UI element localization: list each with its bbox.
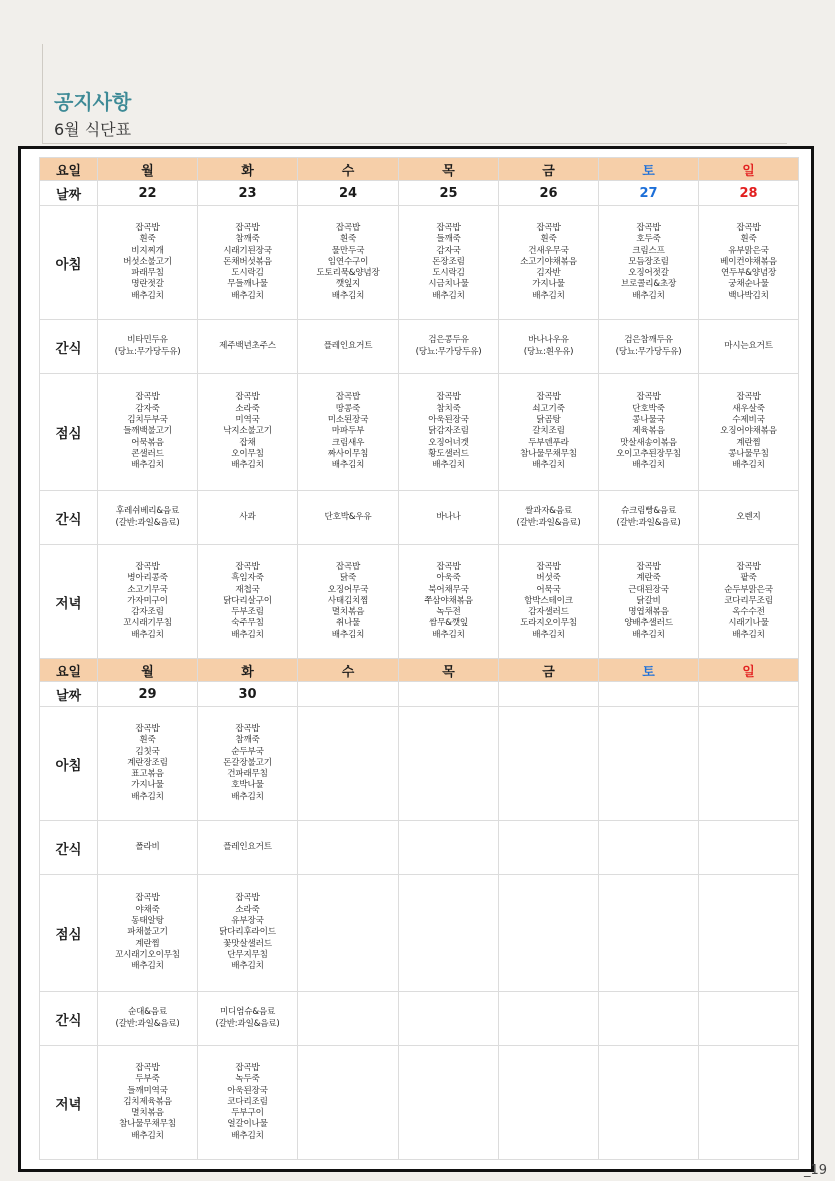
breakfast-day-2: [298, 206, 399, 320]
snack2-day-2: [298, 992, 399, 1046]
dinner-day-1: [198, 545, 298, 659]
snack1-menu-cell: 제주백년초주스: [219, 340, 276, 351]
breakfast-day-4: [499, 206, 599, 320]
weekday-5: 토: [599, 659, 699, 682]
date-cell: [699, 682, 799, 707]
dinner-menu-cell: 잡곡밥 버섯죽 어묵국 함박스테이크 감자샐러드 도라지오이무침 배추김치: [520, 561, 577, 640]
lunch-menu-cell: 잡곡밥 야채죽 동태알탕 파채불고기 계란찜 꼬시래기오이무침 배추김치: [115, 893, 180, 972]
snack1-day-3: [399, 821, 499, 875]
snack1-day-0: [98, 320, 198, 374]
lunch-menu-cell: 잡곡밥 소라죽 미역국 낙지소불고기 잡채 오이무침 배추김치: [223, 392, 272, 471]
snack1-menu-cell: 플레인요거트: [323, 340, 373, 351]
lunch-day-3: [399, 374, 499, 491]
snack2-day-0: [98, 992, 198, 1046]
breakfast-menu-cell: 잡곡밥 흰죽 건새우무국 소고기야채볶음 김자반 가지나물 배추김치: [520, 222, 577, 301]
snack1-menu-cell: 바나나우유 (당뇨:흰우유): [523, 335, 574, 357]
dinner-menu-cell: 잡곡밥 두부죽 들깨미역국 김치제육볶음 멸치볶음 참나물무채무침 배추김치: [119, 1062, 176, 1141]
breakfast-day-5: [599, 707, 699, 821]
breakfast-menu-cell: 잡곡밥 흰죽 유부맑은국 베이컨야채볶음 연두부&양념장 궁채순나물 백나박김치: [720, 222, 777, 301]
snack1-day-5: [599, 320, 699, 374]
date-cell: 23: [198, 181, 298, 206]
date-label: 날짜: [40, 682, 98, 707]
lunch-day-5: [599, 875, 699, 992]
date-cell: 22: [98, 181, 198, 206]
snack2-menu-cell: 사과: [239, 511, 256, 522]
dinner-menu-cell: 잡곡밥 흑임자죽 재첩국 닭다리살구이 두부조림 숙주무침 배추김치: [223, 561, 272, 640]
weekday-3: 목: [399, 659, 499, 682]
snack2-menu-cell: 바나나: [436, 511, 461, 522]
snack1-day-1: [198, 320, 298, 374]
lunch-menu-cell: 잡곡밥 쇠고기죽 닭곰탕 갈치조림 두부덴푸라 참나물무채무침 배추김치: [520, 392, 577, 471]
dinner-day-6: [699, 1046, 799, 1160]
lunch-day-4: [499, 374, 599, 491]
date-row: [40, 181, 799, 206]
dinner-day-1: [198, 1046, 298, 1160]
dinner-menu-cell: 잡곡밥 닭죽 오징어무국 사태김치찜 멸치볶음 취나물 배추김치: [327, 561, 369, 640]
snack1-menu-cell: 플레인요거트: [223, 841, 272, 852]
snack1-row: [40, 320, 799, 374]
page-title: 공지사항: [54, 90, 132, 114]
weekday-3: 목: [399, 158, 499, 181]
dinner-day-5: [599, 1046, 699, 1160]
dinner-menu-cell: 잡곡밥 병아리콩죽 소고기무국 가자미구이 감자조림 꼬시래기무침 배추김치: [123, 561, 172, 640]
breakfast-row: [40, 206, 799, 320]
date-row: [40, 682, 799, 707]
weekday-label: 요일: [40, 659, 98, 682]
weekday-5: 토: [599, 158, 699, 181]
weekday-6: 일: [699, 659, 799, 682]
dinner-row: [40, 1046, 799, 1160]
dinner-day-3: [399, 1046, 499, 1160]
dinner-day-6: [699, 545, 799, 659]
breakfast-day-6: [699, 707, 799, 821]
lunch-day-6: [699, 374, 799, 491]
snack1-menu-cell: 폴라비: [135, 841, 160, 852]
snack2-menu-cell: 미디엄슈&음료 (갈반:과일&음료): [215, 1007, 280, 1029]
header-vertical-rule: [42, 44, 43, 144]
snack1-day-4: [499, 821, 599, 875]
lunch-day-1: [198, 374, 298, 491]
date-cell: [298, 682, 399, 707]
dinner-day-4: [499, 545, 599, 659]
date-cell: [599, 682, 699, 707]
dinner-day-2: [298, 545, 399, 659]
weekday-1: 화: [198, 659, 298, 682]
dinner-label: 저녁: [40, 545, 98, 659]
snack1-day-3: [399, 320, 499, 374]
weekday-0: 월: [98, 659, 198, 682]
breakfast-day-3: [399, 206, 499, 320]
dinner-label: 저녁: [40, 1046, 98, 1160]
snack1-day-1: [198, 821, 298, 875]
dinner-menu-cell: 잡곡밥 아욱죽 북어채무국 쭈삼야채볶음 녹두전 쌈무&깻잎 배추김치: [424, 561, 473, 640]
weekday-4: 금: [499, 659, 599, 682]
date-cell: 29: [98, 682, 198, 707]
breakfast-day-4: [499, 707, 599, 821]
breakfast-menu-cell: 잡곡밥 참깨죽 순두부국 돈갈장불고기 건파래무침 호박나물 배추김치: [223, 723, 272, 802]
dinner-menu-cell: 잡곡밥 계란죽 근대된장국 닭갈비 명엽채볶음 양배추샐러드 배추김치: [624, 561, 673, 640]
snack1-day-0: [98, 821, 198, 875]
date-cell: 25: [399, 181, 499, 206]
snack2-day-5: [599, 992, 699, 1046]
lunch-menu-cell: 잡곡밥 감자죽 김치두부국 들깨백불고기 어묵볶음 콘샐러드 배추김치: [123, 392, 172, 471]
snack2-menu-cell: 순대&음료 (갈반:과일&음료): [115, 1007, 180, 1029]
snack2-day-6: [699, 992, 799, 1046]
snack1-day-2: [298, 821, 399, 875]
dinner-day-0: [98, 1046, 198, 1160]
date-cell: 28: [699, 181, 799, 206]
snack2-day-4: [499, 491, 599, 545]
snack2-day-6: [699, 491, 799, 545]
dinner-day-0: [98, 545, 198, 659]
snack1-label: 간식: [40, 320, 98, 374]
lunch-menu-cell: 잡곡밥 새우살죽 수제비국 오징어야채볶음 계란찜 콩나물무침 배추김치: [720, 392, 777, 471]
dinner-menu-cell: 잡곡밥 녹두죽 아욱된장국 코다리조림 두부구이 얼갈이나물 배추김치: [227, 1062, 268, 1141]
snack2-menu-cell: 후레쉬베리&음료 (갈반:과일&음료): [115, 506, 180, 528]
breakfast-row: [40, 707, 799, 821]
snack2-day-1: [198, 992, 298, 1046]
dinner-day-4: [499, 1046, 599, 1160]
lunch-day-4: [499, 875, 599, 992]
lunch-day-3: [399, 875, 499, 992]
breakfast-day-6: [699, 206, 799, 320]
snack1-day-6: [699, 320, 799, 374]
weekday-header-row: [40, 659, 799, 682]
weekday-label: 요일: [40, 158, 98, 181]
lunch-row: [40, 875, 799, 992]
menu-frame: [18, 146, 814, 1172]
breakfast-day-1: [198, 707, 298, 821]
date-cell: 24: [298, 181, 399, 206]
breakfast-menu-cell: 잡곡밥 참깨죽 시래기된장국 돈채버섯볶음 도시락김 무들깨나물 배추김치: [223, 222, 272, 301]
snack1-day-2: [298, 320, 399, 374]
snack2-day-1: [198, 491, 298, 545]
snack1-day-6: [699, 821, 799, 875]
weekday-2: 수: [298, 158, 399, 181]
breakfast-label: 아침: [40, 707, 98, 821]
meal-table: [39, 157, 799, 1160]
dinner-day-2: [298, 1046, 399, 1160]
date-label: 날짜: [40, 181, 98, 206]
breakfast-day-1: [198, 206, 298, 320]
snack2-menu-cell: 슈크림빵&음료 (갈반:과일&음료): [616, 506, 681, 528]
weekday-2: 수: [298, 659, 399, 682]
breakfast-menu-cell: 잡곡밥 흰죽 비지찌개 버섯소불고기 파래무침 명란젓갈 배추김치: [123, 222, 172, 301]
lunch-day-2: [298, 374, 399, 491]
snack1-menu-cell: 검은콩두유 (당뇨:무가당두유): [415, 335, 482, 357]
lunch-day-2: [298, 875, 399, 992]
snack2-day-2: [298, 491, 399, 545]
breakfast-day-3: [399, 707, 499, 821]
page-subtitle: 6월 식단표: [54, 120, 132, 139]
date-cell: 26: [499, 181, 599, 206]
snack1-menu-cell: 비타민두유 (당뇨:무가당두유): [114, 335, 181, 357]
snack2-row: [40, 992, 799, 1046]
lunch-day-0: [98, 374, 198, 491]
snack2-label: 간식: [40, 992, 98, 1046]
snack1-label: 간식: [40, 821, 98, 875]
snack1-menu-cell: 검은참깨두유 (당뇨:무가당두유): [615, 335, 682, 357]
snack2-day-3: [399, 992, 499, 1046]
breakfast-day-0: [98, 707, 198, 821]
dinner-day-5: [599, 545, 699, 659]
page-number: _19: [804, 1163, 828, 1178]
snack1-day-5: [599, 821, 699, 875]
snack1-menu-cell: 마시는요거트: [724, 340, 773, 351]
lunch-menu-cell: 잡곡밥 단호박죽 콩나물국 제육볶음 맛살새송이볶음 오이고추된장무침 배추김치: [616, 392, 681, 471]
snack2-day-3: [399, 491, 499, 545]
snack1-day-4: [499, 320, 599, 374]
weekday-0: 월: [98, 158, 198, 181]
snack2-day-0: [98, 491, 198, 545]
weekday-4: 금: [499, 158, 599, 181]
lunch-label: 점심: [40, 374, 98, 491]
date-cell: [499, 682, 599, 707]
snack2-day-4: [499, 992, 599, 1046]
breakfast-label: 아침: [40, 206, 98, 320]
snack2-menu-cell: 단호박&우유: [324, 511, 372, 522]
snack2-menu-cell: 쌀과자&음료 (갈반:과일&음료): [516, 506, 581, 528]
breakfast-menu-cell: 잡곡밥 호두죽 크림스프 모듬장조림 오징어젓갈 브로콜리&초장 배추김치: [620, 222, 677, 301]
lunch-menu-cell: 잡곡밥 소라죽 유부장국 닭다리후라이드 꽃맛살샐러드 단무지무침 배추김치: [219, 893, 276, 972]
lunch-day-1: [198, 875, 298, 992]
snack2-day-5: [599, 491, 699, 545]
lunch-day-6: [699, 875, 799, 992]
breakfast-menu-cell: 잡곡밥 흰죽 물만두국 임연수구이 도토리묵&양념장 깻잎지 배추김치: [316, 222, 380, 301]
lunch-day-0: [98, 875, 198, 992]
header-horizontal-rule: [42, 143, 787, 144]
dinner-row: [40, 545, 799, 659]
snack2-label: 간식: [40, 491, 98, 545]
snack2-menu-cell: 오렌지: [736, 511, 761, 522]
weekday-1: 화: [198, 158, 298, 181]
lunch-menu-cell: 잡곡밥 참치죽 아욱된장국 닭감자조림 오징어너겟 황도샐러드 배추김치: [428, 392, 469, 471]
dinner-menu-cell: 잡곡밥 팥죽 순두부맑은국 코다리무조림 옥수수전 시래기나물 배추김치: [724, 561, 773, 640]
snack2-row: [40, 491, 799, 545]
weekday-header-row: [40, 158, 799, 181]
weekday-6: 일: [699, 158, 799, 181]
snack1-row: [40, 821, 799, 875]
dinner-day-3: [399, 545, 499, 659]
lunch-row: [40, 374, 799, 491]
date-cell: [399, 682, 499, 707]
breakfast-day-2: [298, 707, 399, 821]
breakfast-day-5: [599, 206, 699, 320]
lunch-day-5: [599, 374, 699, 491]
lunch-label: 점심: [40, 875, 98, 992]
date-cell: 30: [198, 682, 298, 707]
date-cell: 27: [599, 181, 699, 206]
breakfast-day-0: [98, 206, 198, 320]
lunch-menu-cell: 잡곡밥 땅콩죽 미소된장국 마파두부 크림새우 짜사이무침 배추김치: [327, 392, 369, 471]
breakfast-menu-cell: 잡곡밥 흰죽 김칫국 계란장조림 표고볶음 가지나물 배추김치: [127, 723, 168, 802]
breakfast-menu-cell: 잡곡밥 들깨죽 감자국 돈장조림 도시락김 시금치나물 배추김치: [428, 222, 469, 301]
